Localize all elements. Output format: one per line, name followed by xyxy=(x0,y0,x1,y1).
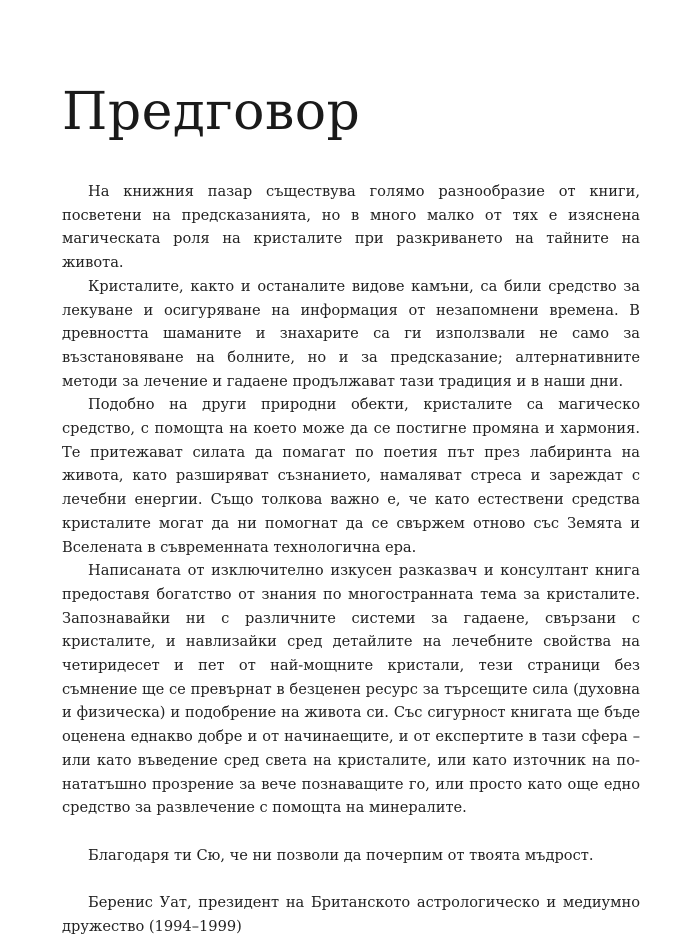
paragraph-signature: Беренис Уат, президент на Британското астрологическо и медиумно дружество (1994–1999) xyxy=(62,894,640,935)
foreword-body xyxy=(62,180,640,938)
paragraph-crystals-history: Кристалите, както и останалите видове камъни, са били средство за лекуване и осигуряване на информация от незапомнени времена. В древността шаманите и знахарите са ги използвали не само за възстановяване на болните, но и за предсказание; алтернативните методи за лечение и гадаене продължават тази традиция и в наши дни. xyxy=(62,277,640,390)
page-title: Предговор xyxy=(62,82,361,142)
paragraph-book-review: Написаната от изключително изкусен разказвач и консултант книга предоставя богатство от знания по многостранната тема за кристалите. Запознавайки ни с различните системи за гадаене, свързани с кристалите, и навлизайки сред детайлите на лечебните свойства на четиридесет и пет от най-мощните кристали, тези страници без съмнение ще се превърнат в безценен ресурс за търсещите сила (духовна и физическа) и подобрение на живота си. Със сигурност книгата ще бъде оценена еднакво добре и от начинаещите, и от експертите в тази сфера – или като въведение сред света на кристалите, или като източник на по-нататъшно прозрение за вече познаващите го, или просто като още едно средство за развлечение с помощта на минералите. xyxy=(62,562,640,817)
paragraph-intro: На книжния пазар съществува голямо разнообразие от книги, посветени на предсказанията, но в много малко от тях е изяснена магическата роля на кристалите при разкриването на тайните на живота. xyxy=(62,183,640,272)
paragraph-crystals-magic: Подобно на други природни обекти, кристалите са магическо средство, с помощта на което може да се постигне промяна и хармония. Те притежават силата да помагат по поетия път през лабиринта на живота, като разширяват съзнанието, намаляват стреса и зареждат с лечебни енергии. Също толкова важно е, че като естествени средства кристалите могат да ни помогнат да се свържем отново със Земята и Вселената в съвременната технологична ера. xyxy=(62,396,640,556)
paragraph-thanks: Благодаря ти Сю, че ни позволи да почерпим от твоята мъдрост. xyxy=(88,846,594,864)
